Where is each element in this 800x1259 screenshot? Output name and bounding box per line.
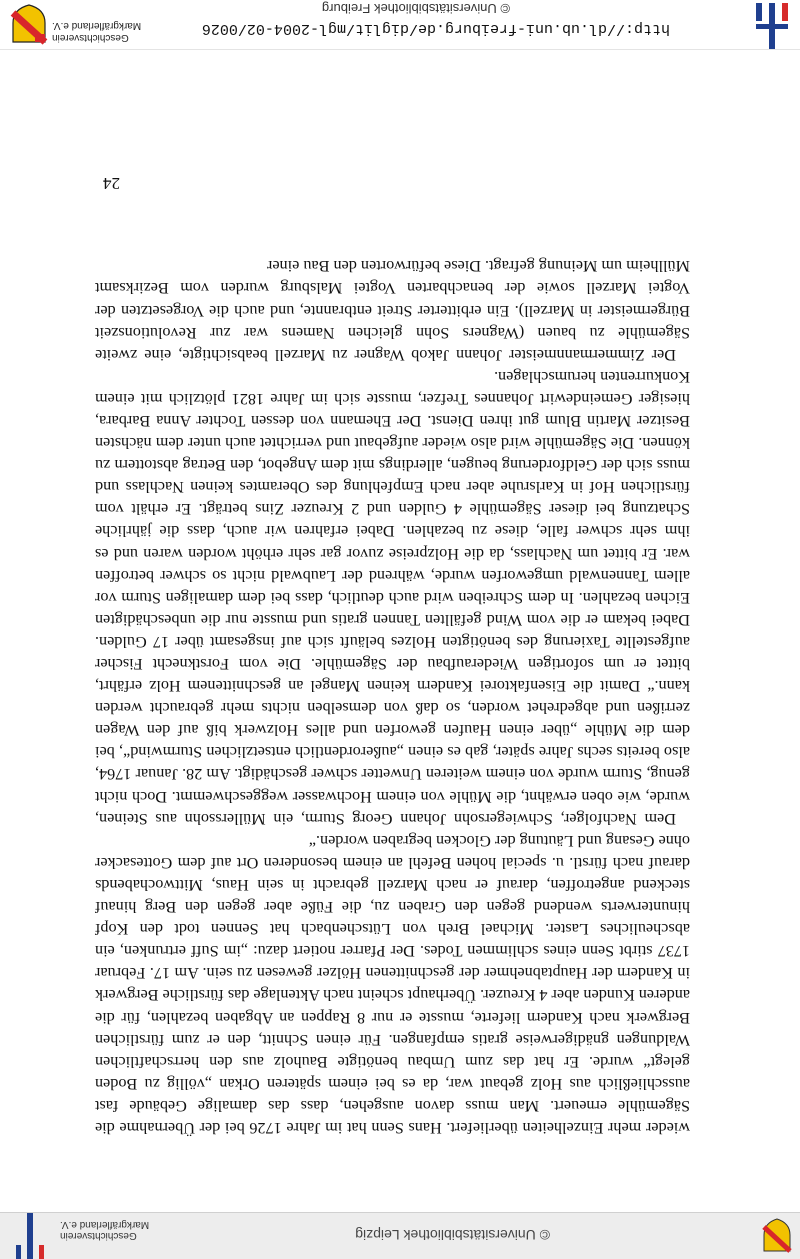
university-library-logo-icon [752, 1, 792, 49]
digitization-footer [0, 0, 800, 50]
library-copyright-text: © Universitätsbibliothek Leipzig [355, 1227, 550, 1243]
paragraph: wieder mehr Einzelheiten überliefert. Hans Senn hat im Jahre 1726 bei der Übernahme die Sägemühle erneuert. Man muss davon ausgehen, dass das damalige Gebäude fast ausschließlich aus Holz gebaut war, da es bei einem späteren Orkan „völlig zu Boden gelegt“ wurde. Er hat das zum Umbau benötigte Bauholz aus den herrschaftlichen Waldungen gnädigerweise gratis empfangen. Für einen Schnitt, den er zum fürstlichen Bergwerk nach Kandern lieferte, musste er nur 8 Rappen an Abgaben bezahlen, für die anderen Kunden aber 4 Kreuzer. Überhaupt scheint nach Aktenlage das fürstliche Bergwerk in Kandern der Hauptabnehmer der geschnittenen Hölzer gewesen zu sein. Am 17. Februar 1737 stirbt Senn eines schlimmen Todes. Der Pfarrer notiert dazu: „im Suff ertrunken, ein abscheuliches Laster. Michael Breh von Lütschenbach hat Sennen todt den Kopf hinunterwerts wendend gegen den Graben zu, die Füße aber gegen den Berg hinauf steckend angetroffen, darauf er nach Marzell gebracht in sein Haus, Mittwochabends darauf nach fürstl. u. special hohen Befehl an einem besonderen Ort auf dem Gottesacker ohne Gesang und Läutung der Glocken begraben worden.“ [95, 831, 690, 1137]
library-header-strip [0, 1212, 800, 1259]
society-name-text: Geschichtsverein Markgräflerland e.V. [60, 1219, 150, 1241]
crest-icon [10, 3, 48, 45]
paragraph: Der Zimmermannmeister Johann Jakob Wagner zu Marzell beabsichtigte, eine zweite Sägemühle zu bauen (Wagners Sohn gleichen Namens war zur Revolutionszeit Bürgermeister in Marzell). Ein erbitterter Streit entbrannte, und auch die Vorgesetzten der Vogtei Marzell sowie der benachbarten Vogtei Malsburg wurden vom Bezirksamt Müllheim um Meinung gefragt. Diese befürworten den Bau einer [95, 257, 690, 364]
document-body [95, 255, 690, 1139]
page-number: 24 [103, 174, 120, 193]
crest-icon [762, 1217, 792, 1253]
society-name-text: Geschichtsverein Markgräflerland e.V. [52, 20, 142, 43]
paragraph: Dem Nachfolger, Schwiegersohn Johann Georg Sturm, ein Müllerssohn aus Steinen, wurde, wie oben erwähnt, die Mühle von einem Hochwasser weggeschwemmt. Doch nicht genug, Sturm wurde von einem weiteren Unwetter schwer geschädigt. Am 28. Januar 1764, also bereits sechs Jahre später, gab es einen „außerordentlich entsetzlichen Sturmwind“, bei dem die Mühle „über einen Haufen geworfen und alles Holzwerk biß auf den Wagen zerrißen und abgedrehet worden, so daß von demselben nichts mehr gebraucht werden kann.“ Damit die Eisenfaktorei Kandern keinen Mangel an geschnittenem Holz erfährt, bittet er um sofortigen Wiederaufbau der Sägemühle. Die vom Forstknecht Fischer aufgestellte Taxierung des benötigten Holzes beläuft sich auf insgesamt über 17 Gulden. Dabei bekam er die vom Wind gefällten Tannen gratis und musste nur die unbeschädigten Eichen bezahlen. In dem Schreiben wird auch deutlich, dass bei dem damaligen Sturm vor allem Tannenwald umgeworfen wurde, während der Laubwald nicht so schwer betroffen war. Er bittet um Nachlass, da die Holzpreise zuvor gar sehr erhöht worden waren und es ihm sehr schwer falle, diese zu bezahlen. Dabei erfahren wir auch, dass die jährliche Schatzung bei dieser Sägemühle 4 Gulden und 2 Kreuzer Zins beträgt. Er erhält vom fürstlichen Hof in Karlsruhe aber nach Empfehlung des Oberamtes keinen Nachlass und muss sich der Geldforderung beugen, allerdings mit dem Angebot, den Betrag abstottern zu können. Die Sägemühle wird also wieder aufgebaut und verrichtet auch unter dem nächsten Besitzer Martin Blum gut ihren Dienst. Der Ehemann von dessen Tochter Anna Barbara, hiesiger Gemeindewirt Johannes Trefzer, musste sich im Jahre 1821 plötzlich mit einem Konkurrenten herumschlagen. [95, 367, 690, 828]
university-library-logo-icon [12, 1213, 48, 1259]
digital-copy-url-link[interactable]: http://dl.ub.uni-freiburg.de/diglit/mgl-2004-02/0026 [201, 20, 670, 37]
library-copyright-text: © Universitätsbibliothek Freiburg [321, 1, 510, 16]
